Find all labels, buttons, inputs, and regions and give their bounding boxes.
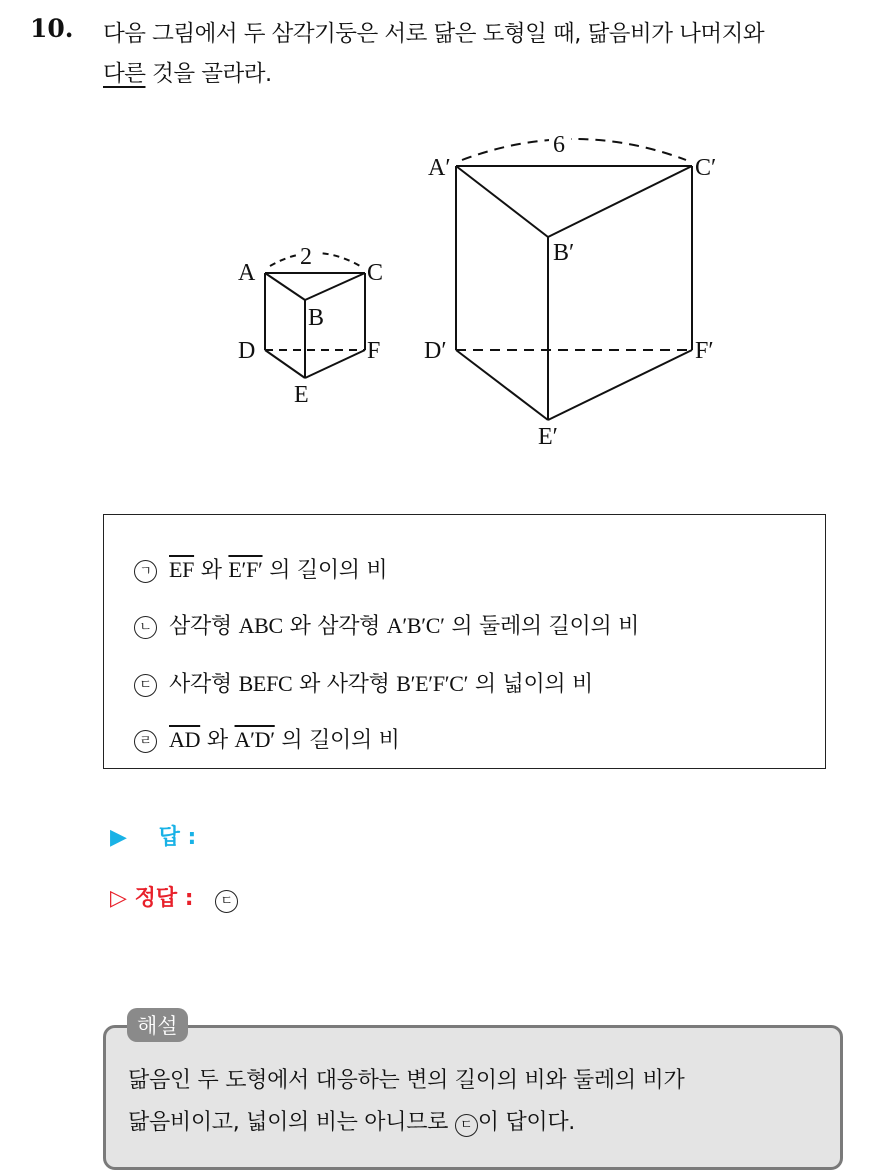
option-3-segment-b: B′E′F′C′ — [396, 671, 469, 696]
option-4-mark: ㄹ — [134, 730, 157, 753]
large-label-F: F′ — [695, 338, 714, 364]
large-label-C: C′ — [695, 155, 717, 181]
solution-line2-pre: 닮음비이고, 넓이의 비는 아니므로 — [128, 1110, 455, 1135]
option-1[interactable] — [134, 553, 387, 584]
small-label-D: D — [238, 338, 256, 364]
option-3-segment-a: BEFC — [238, 671, 293, 696]
small-label-A: A — [238, 260, 256, 286]
solution-tag: 해설 — [127, 1008, 188, 1042]
answer-row — [110, 820, 196, 851]
option-1-mid: 와 — [194, 558, 229, 583]
option-3-mark: ㄷ — [134, 674, 157, 697]
correct-answer-label: 정답 : — [134, 886, 194, 911]
large-label-D: D′ — [424, 338, 447, 364]
small-label-C: C — [367, 260, 384, 286]
option-3[interactable] — [134, 667, 593, 698]
correct-answer-value: ㄷ — [215, 890, 238, 913]
question-underlined-word: 다른 — [103, 61, 146, 87]
option-2-mid: 와 삼각형 — [282, 614, 387, 639]
option-2-post: 의 둘레의 길이의 비 — [444, 614, 640, 639]
options-box — [103, 514, 826, 769]
option-4[interactable] — [134, 723, 400, 754]
correct-marker-icon: ▷ — [110, 886, 127, 911]
answer-label: 답 : — [158, 825, 197, 850]
option-4-segment-a: $\overline{AD}$ — [169, 727, 201, 752]
solution-text — [128, 1060, 833, 1144]
option-2-segment-a: ABC — [238, 613, 283, 638]
solution-mark: ㄷ — [455, 1114, 478, 1137]
solution-line2-post: 이 답이다. — [477, 1110, 575, 1135]
option-2-pre: 삼각형 — [169, 614, 239, 639]
option-2[interactable] — [134, 609, 639, 640]
answer-marker-icon: ▶ — [110, 825, 127, 850]
option-1-post: 의 길이의 비 — [262, 558, 388, 583]
correct-answer-row — [110, 881, 238, 913]
large-label-B: B′ — [553, 240, 575, 266]
option-1-mark: ㄱ — [134, 560, 157, 583]
question-line1: 다음 그림에서 두 삼각기둥은 서로 닮은 도형일 때, 닮음비가 나머지와 — [103, 21, 765, 47]
option-4-post: 의 길이의 비 — [274, 728, 400, 753]
small-label-B: B — [308, 305, 325, 331]
option-2-segment-b: A′B′C′ — [386, 613, 445, 638]
large-label-E: E′ — [538, 424, 558, 450]
option-3-pre: 사각형 — [169, 672, 239, 697]
small-label-E: E — [294, 382, 309, 408]
small-label-F: F — [367, 338, 381, 364]
large-edge-length: 6 — [553, 132, 565, 158]
option-3-post: 의 넓이의 비 — [468, 672, 593, 697]
option-2-mark: ㄴ — [134, 616, 157, 639]
prism-figure — [0, 0, 884, 470]
large-prism — [456, 139, 692, 420]
option-1-segment-b: E′F′ — [228, 557, 263, 582]
option-3-mid: 와 사각형 — [292, 672, 397, 697]
question-number: 10. — [30, 14, 74, 43]
question-line2: 것을 골라라. — [145, 61, 272, 87]
option-4-mid: 와 — [200, 728, 235, 753]
solution-line1: 닮음인 두 도형에서 대응하는 변의 길이의 비와 둘레의 비가 — [128, 1068, 685, 1093]
option-4-segment-b: A′D′ — [234, 727, 275, 752]
option-1-segment-a: $\overline{EF}$ — [169, 557, 195, 582]
small-edge-length: 2 — [300, 244, 312, 270]
large-label-A: A′ — [428, 155, 451, 181]
